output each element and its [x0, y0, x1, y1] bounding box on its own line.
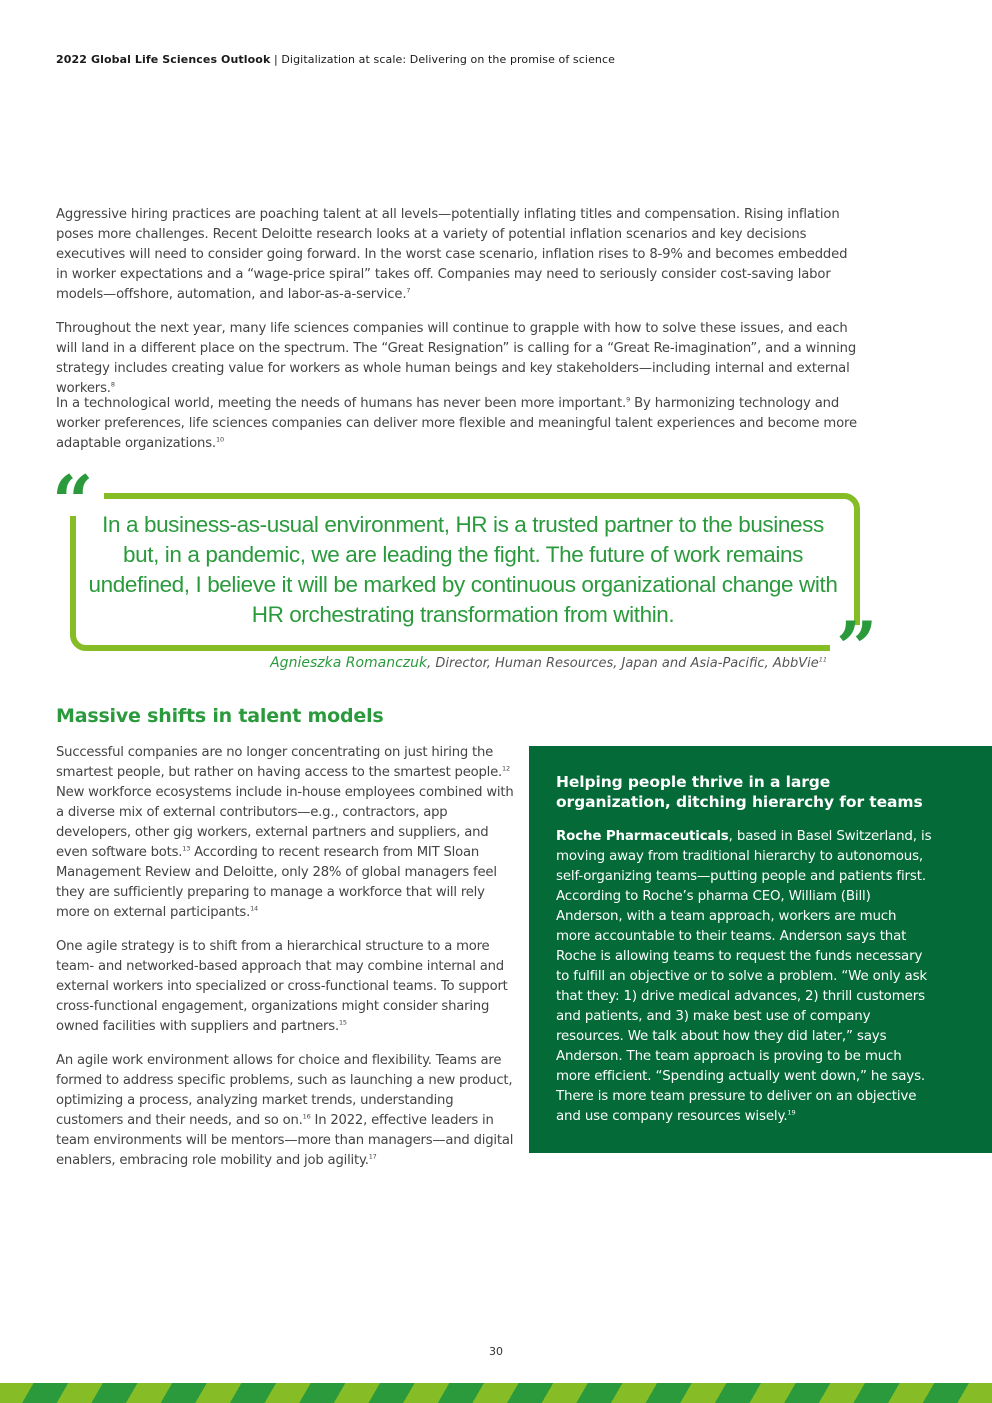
- footnote-ref: 17: [368, 1152, 377, 1161]
- footnote-ref: 13: [182, 844, 191, 853]
- footnote-ref: 7: [406, 286, 411, 295]
- report-title: 2022 Global Life Sciences Outlook: [56, 53, 271, 66]
- footer-stripe-band: [0, 1383, 992, 1403]
- footnote-ref: 14: [250, 904, 258, 913]
- open-quote-icon: “: [52, 459, 94, 544]
- footnote-ref: 9: [626, 395, 631, 404]
- footnote-ref: 16: [302, 1112, 311, 1121]
- footnote-ref: 19: [787, 1108, 796, 1117]
- close-quote-icon: ”: [836, 605, 878, 690]
- quote-attribution: [270, 655, 827, 671]
- section-paragraph-3: An agile work environment allows for choice and flexibility. Teams are formed to address specific problems, such as launching a new product, optimizing a process, analyzing market trends, understanding customers and their needs, and so on.$^{16}$ In 2022, effective leaders in team environments will be mentors—more than managers—and digital enablers, embracing role mobility and job agility.$^{17}$: [56, 1053, 514, 1168]
- section-heading: Massive shifts in talent models: [56, 705, 384, 727]
- intro-paragraph-3: In a technological world, meeting the needs of humans has never been more important.$^9$ By harmonizing technology and worker preferences, life sciences companies can deliver more flexible and meaningful talent experiences and become more adaptable organizations.$^{10}$: [56, 395, 857, 451]
- section-paragraph-2: One agile strategy is to shift from a hierarchical structure to a more team- and networked-based approach that may combine internal and external workers into specialized or cross-functional teams. To support cross-functional engagement, organizations might consider sharing owned facilities with suppliers and partners.$^{15}$: [56, 939, 508, 1034]
- quote-author-role: , Director, Human Resources, Japan and Asia-Pacific, AbbVie: [427, 656, 819, 671]
- footnote-ref: 15: [338, 1018, 347, 1027]
- footnote-ref: 10: [215, 435, 224, 444]
- sidebar-body: Roche Pharmaceuticals, based in Basel Switzerland, is moving away from traditional hierarchy to autonomous, self-organizing teams—putting people and patients first. According to Roche’s pharma CEO, William (Bill) Anderson, with a team approach, workers are much more accountable to their teams. Anderson says that Roche is allowing teams to request the funds necessary to fulfill an objective or to solve a problem. “We only ask that they: 1) drive medical advances, 2) thrill customers and patients, and 3) make best use of company resources. We talk about how they did later,” says Anderson. The team approach is proving to be much more efficient. “Spending actually went down,” he says. There is more team pressure to deliver on an objective and use company resources wisely.$^{19}$: [556, 829, 932, 1124]
- footnote-ref: 11: [818, 655, 827, 664]
- quote-author: Agnieszka Romanczuk: [270, 655, 428, 671]
- case-study-sidebar: [529, 746, 992, 1153]
- footnote-ref: 12: [502, 764, 510, 773]
- intro-paragraph-1: Aggressive hiring practices are poaching talent at all levels—potentially inflating titles and compensation. Rising inflation poses more challenges. Recent Deloitte research looks at a variety of potential inflation scenarios and key decisions executives will need to consider going forward. In the worst case scenario, inflation rises to 8-9% and becomes embedded in worker expectations and a “wage-price spiral” takes off. Companies may need to seriously consider cost-saving labor models—offshore, automation, and labor-as-a-service.$^7$: [56, 207, 848, 302]
- page-header: [56, 53, 615, 66]
- sidebar-title: Helping people thrive in a large organization, ditching hierarchy for teams: [556, 773, 923, 811]
- section-paragraph-1: Successful companies are no longer concentrating on just hiring the smartest people, but rather on having access to the smartest people.$^{12}$ New workforce ecosystems include in-house employees combined with a diverse mix of external contributors—e.g., contractors, app developers, other gig workers, external partners and suppliers, and even software bots.$^{13}$ According to recent research from MIT Sloan Management Review and Deloitte, only 28% of global managers feel they are sufficiently preparing to manage a workforce that will rely more on external participants.$^{14}$: [56, 745, 514, 920]
- pull-quote-text: In a business-as-usual environment, HR is a trusted partner to the business but, in a pandemic, we are leading the fight. The future of work remains undefined, I believe it will be marked by continuous organizational change with HR orchestrating transformation from within.: [88, 512, 838, 627]
- header-separator: |: [270, 53, 282, 66]
- page-number: 30: [489, 1345, 503, 1358]
- sidebar-company: Roche Pharmaceuticals: [556, 829, 729, 844]
- footnote-ref: 8: [110, 380, 115, 389]
- intro-paragraph-2: Throughout the next year, many life sciences companies will continue to grapple with how to solve these issues, and each will land in a different place on the spectrum. The “Great Resignation” is calling for a “Great Re-imagination”, and a winning strategy includes creating value for workers as whole human beings and key stakeholders—including internal and external workers.$^8$: [56, 321, 857, 396]
- section-title: Digitalization at scale: Delivering on the promise of science: [281, 53, 616, 66]
